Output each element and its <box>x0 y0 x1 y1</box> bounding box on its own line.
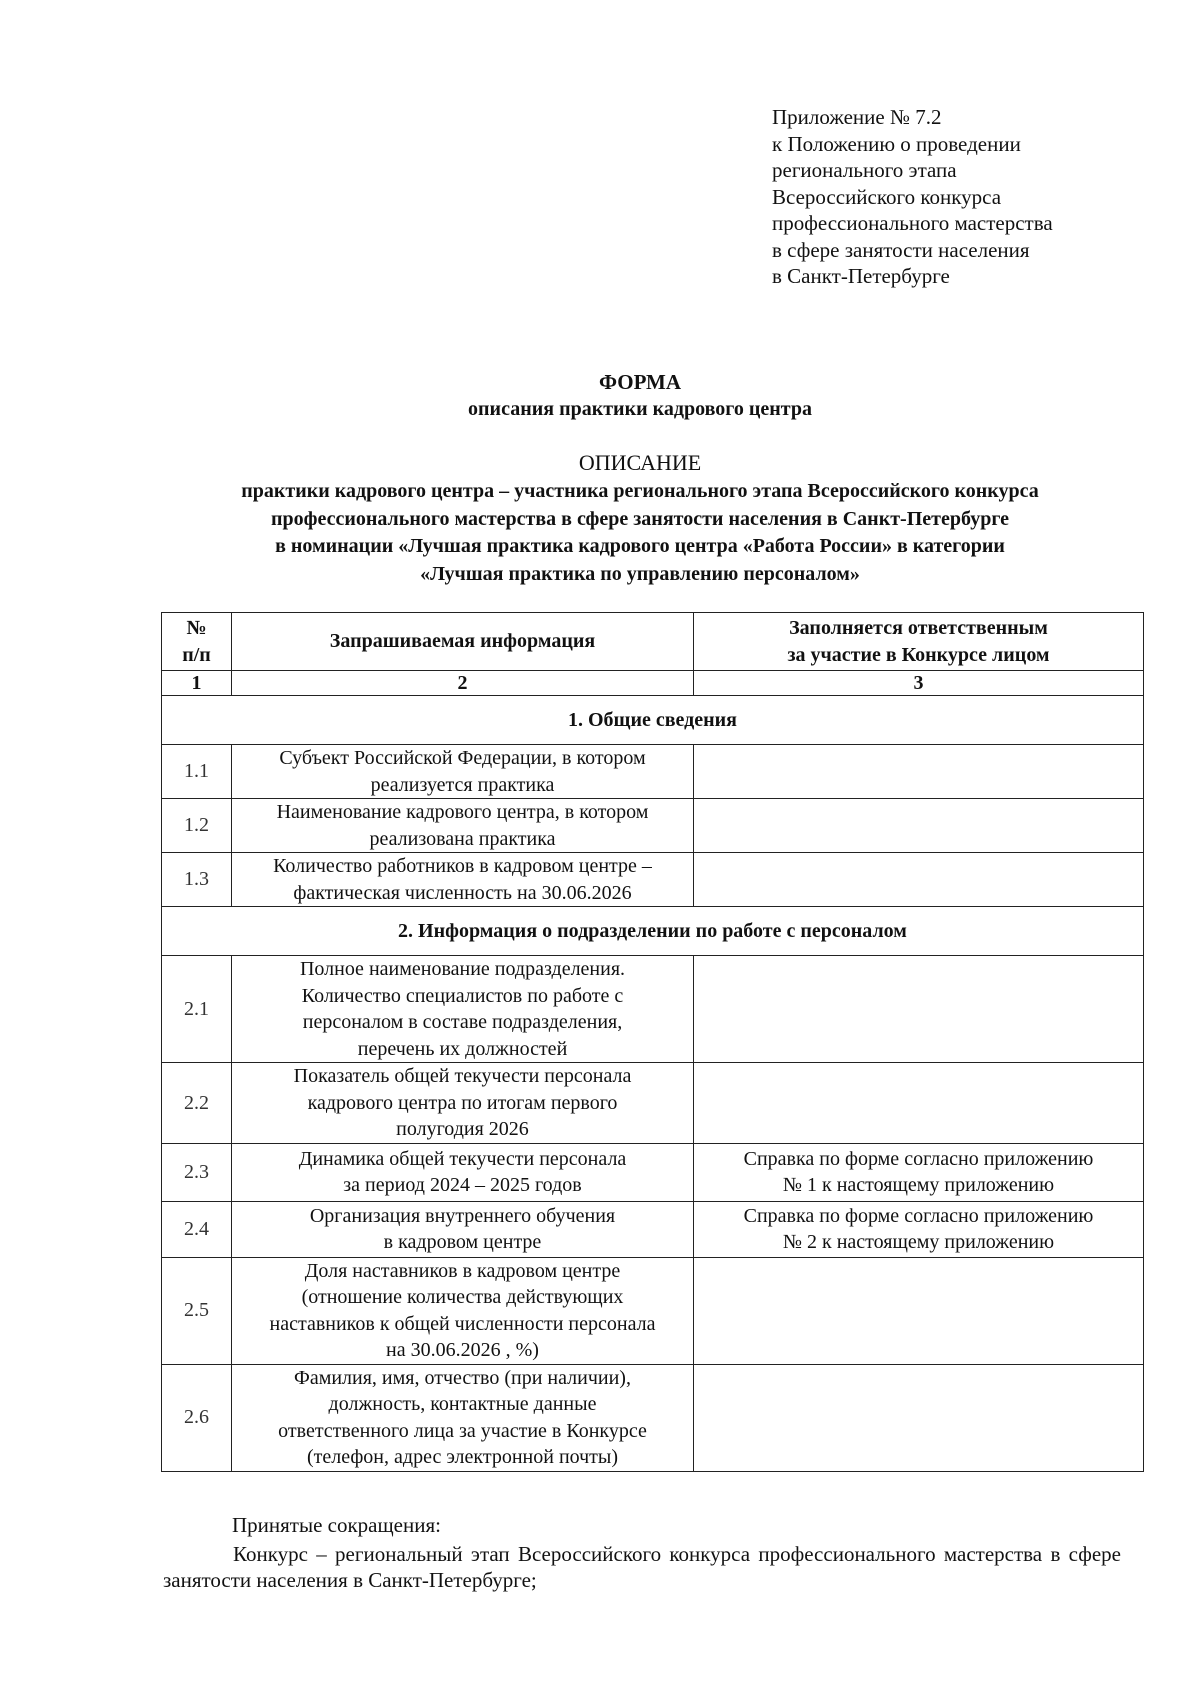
row-number: 1.1 <box>162 745 232 799</box>
requested-info-cell <box>232 799 694 853</box>
row-number: 2.1 <box>162 956 232 1063</box>
header-filled-by <box>694 613 1144 671</box>
row-number: 2.5 <box>162 1257 232 1364</box>
requested-info-line: (отношение количества действующих <box>301 1286 624 1308</box>
table-header-row <box>162 613 1144 671</box>
requested-info-cell <box>232 853 694 907</box>
practice-form-table <box>161 612 1144 1472</box>
table-row <box>162 799 1144 853</box>
description-line: в номинации «Лучшая практика кадрового центра «Работа России» в категории <box>275 535 1005 557</box>
requested-info-line: Полное наименование подразделения. <box>299 958 626 980</box>
row-number: 2.3 <box>162 1143 232 1201</box>
response-line: Справка по форме согласно приложению <box>743 1147 1094 1170</box>
requested-info-line: ответственного лица за участие в Конкурсе <box>278 1419 647 1442</box>
response-cell[interactable] <box>694 853 1144 907</box>
requested-info-line: наставников к общей численности персонала <box>269 1312 656 1335</box>
requested-info-line: реализуется практика <box>370 773 555 796</box>
description-subtitle <box>0 478 1200 588</box>
requested-info-cell <box>232 956 694 1063</box>
response-cell[interactable] <box>694 1063 1144 1144</box>
requested-info-line: Доля наставников в кадровом центре <box>304 1259 621 1282</box>
requested-info-cell <box>232 1143 694 1201</box>
column-number: 3 <box>694 671 1144 696</box>
appendix-line: Всероссийского конкурса <box>772 184 1002 209</box>
row-number: 1.3 <box>162 853 232 907</box>
requested-info-line: Динамика общей текучести персонала <box>298 1147 627 1170</box>
response-line: Справка по форме согласно приложению <box>743 1204 1094 1227</box>
section-title: 2. Информация о подразделении по работе с персоналом <box>162 907 1144 956</box>
header-number <box>162 613 232 671</box>
requested-info-line: полугодия 2026 <box>396 1118 529 1140</box>
description-line: «Лучшая практика по управлению персоналом» <box>420 562 860 585</box>
appendix-line: в сфере занятости населения <box>772 237 1030 262</box>
description-line: практики кадрового центра – участника регионального этапа Всероссийского конкурса <box>241 480 1039 502</box>
appendix-line: регионального этапа <box>772 158 957 182</box>
table-row <box>162 853 1144 907</box>
requested-info-line: перечень их должностей <box>357 1037 568 1060</box>
requested-info-line: Наименование кадрового центра, в котором <box>276 801 649 823</box>
column-number: 2 <box>232 671 694 696</box>
header-requested-info: Запрашиваемая информация <box>232 613 694 671</box>
requested-info-line: Количество работников в кадровом центре – <box>273 855 652 877</box>
response-cell[interactable] <box>694 745 1144 799</box>
table-row <box>162 1257 1144 1364</box>
table-row <box>162 956 1144 1063</box>
header-filled-line: за участие в Конкурсе лицом <box>787 643 1050 666</box>
column-number-row <box>162 671 1144 696</box>
requested-info-cell <box>232 1364 694 1471</box>
table-row <box>162 745 1144 799</box>
requested-info-line: фактическая численность на 30.06.2026 <box>293 881 632 904</box>
column-number: 1 <box>162 671 232 696</box>
requested-info-line: кадрового центра по итогам первого <box>307 1091 618 1114</box>
header-filled-line: Заполняется ответственным <box>789 617 1048 639</box>
requested-info-line: Количество специалистов по работе с <box>301 984 624 1007</box>
appendix-note <box>772 104 1053 290</box>
requested-info-line: за период 2024 – 2025 годов <box>343 1174 582 1196</box>
abbreviations-text: Конкурс – региональный этап Всероссийского конкурса профессионального мастерства в сфере занятости населения в Санкт-Петербурге; <box>163 1542 1121 1592</box>
form-title: ФОРМА <box>598 370 682 394</box>
requested-info-line: Субъект Российской Федерации, в котором <box>279 747 646 769</box>
row-number: 2.2 <box>162 1063 232 1144</box>
table-row <box>162 1063 1144 1144</box>
response-line: № 2 к настоящему приложению <box>782 1231 1055 1253</box>
requested-info-cell <box>232 1201 694 1257</box>
section-title: 1. Общие сведения <box>162 696 1144 745</box>
requested-info-line: должность, контактные данные <box>328 1393 597 1415</box>
response-cell[interactable] <box>694 956 1144 1063</box>
table-row <box>162 1364 1144 1471</box>
row-number: 2.6 <box>162 1364 232 1471</box>
response-cell[interactable] <box>694 799 1144 853</box>
response-cell[interactable] <box>694 1257 1144 1364</box>
requested-info-line: Организация внутреннего обучения <box>309 1204 616 1227</box>
requested-info-line: Фамилия, имя, отчество (при наличии), <box>294 1366 631 1389</box>
description-title: ОПИСАНИЕ <box>578 450 702 475</box>
row-number: 2.4 <box>162 1201 232 1257</box>
description-line: профессионального мастерства в сфере занятости населения в Санкт-Петербурге <box>270 507 1010 530</box>
requested-info-cell <box>232 1063 694 1144</box>
response-cell[interactable] <box>694 1364 1144 1471</box>
appendix-line: к Положению о проведении <box>772 131 1021 156</box>
response-cell[interactable] <box>694 1201 1144 1257</box>
section-row <box>162 907 1144 956</box>
appendix-line: профессионального мастерства <box>772 211 1053 235</box>
abbreviations-heading: Принятые сокращения: <box>232 1513 441 1537</box>
requested-info-line: (телефон, адрес электронной почты) <box>306 1446 619 1468</box>
requested-info-line: Показатель общей текучести персонала <box>293 1065 632 1087</box>
requested-info-line: в кадровом центре <box>383 1231 542 1253</box>
requested-info-line: реализована практика <box>369 827 556 850</box>
requested-info-line: персоналом в составе подразделения, <box>302 1011 623 1033</box>
appendix-line: Приложение № 7.2 <box>772 105 942 129</box>
header-number-line: п/п <box>182 643 211 666</box>
header-number-line: № <box>186 617 207 639</box>
row-number: 1.2 <box>162 799 232 853</box>
section-row <box>162 696 1144 745</box>
form-subtitle: описания практики кадрового центра <box>468 398 812 420</box>
response-cell[interactable] <box>694 1143 1144 1201</box>
requested-info-line: на 30.06.2026 , %) <box>386 1339 539 1361</box>
response-line: № 1 к настоящему приложению <box>782 1174 1055 1196</box>
requested-info-cell <box>232 745 694 799</box>
requested-info-cell <box>232 1257 694 1364</box>
table-row <box>162 1201 1144 1257</box>
appendix-line: в Санкт-Петербурге <box>772 264 950 288</box>
table-row <box>162 1143 1144 1201</box>
